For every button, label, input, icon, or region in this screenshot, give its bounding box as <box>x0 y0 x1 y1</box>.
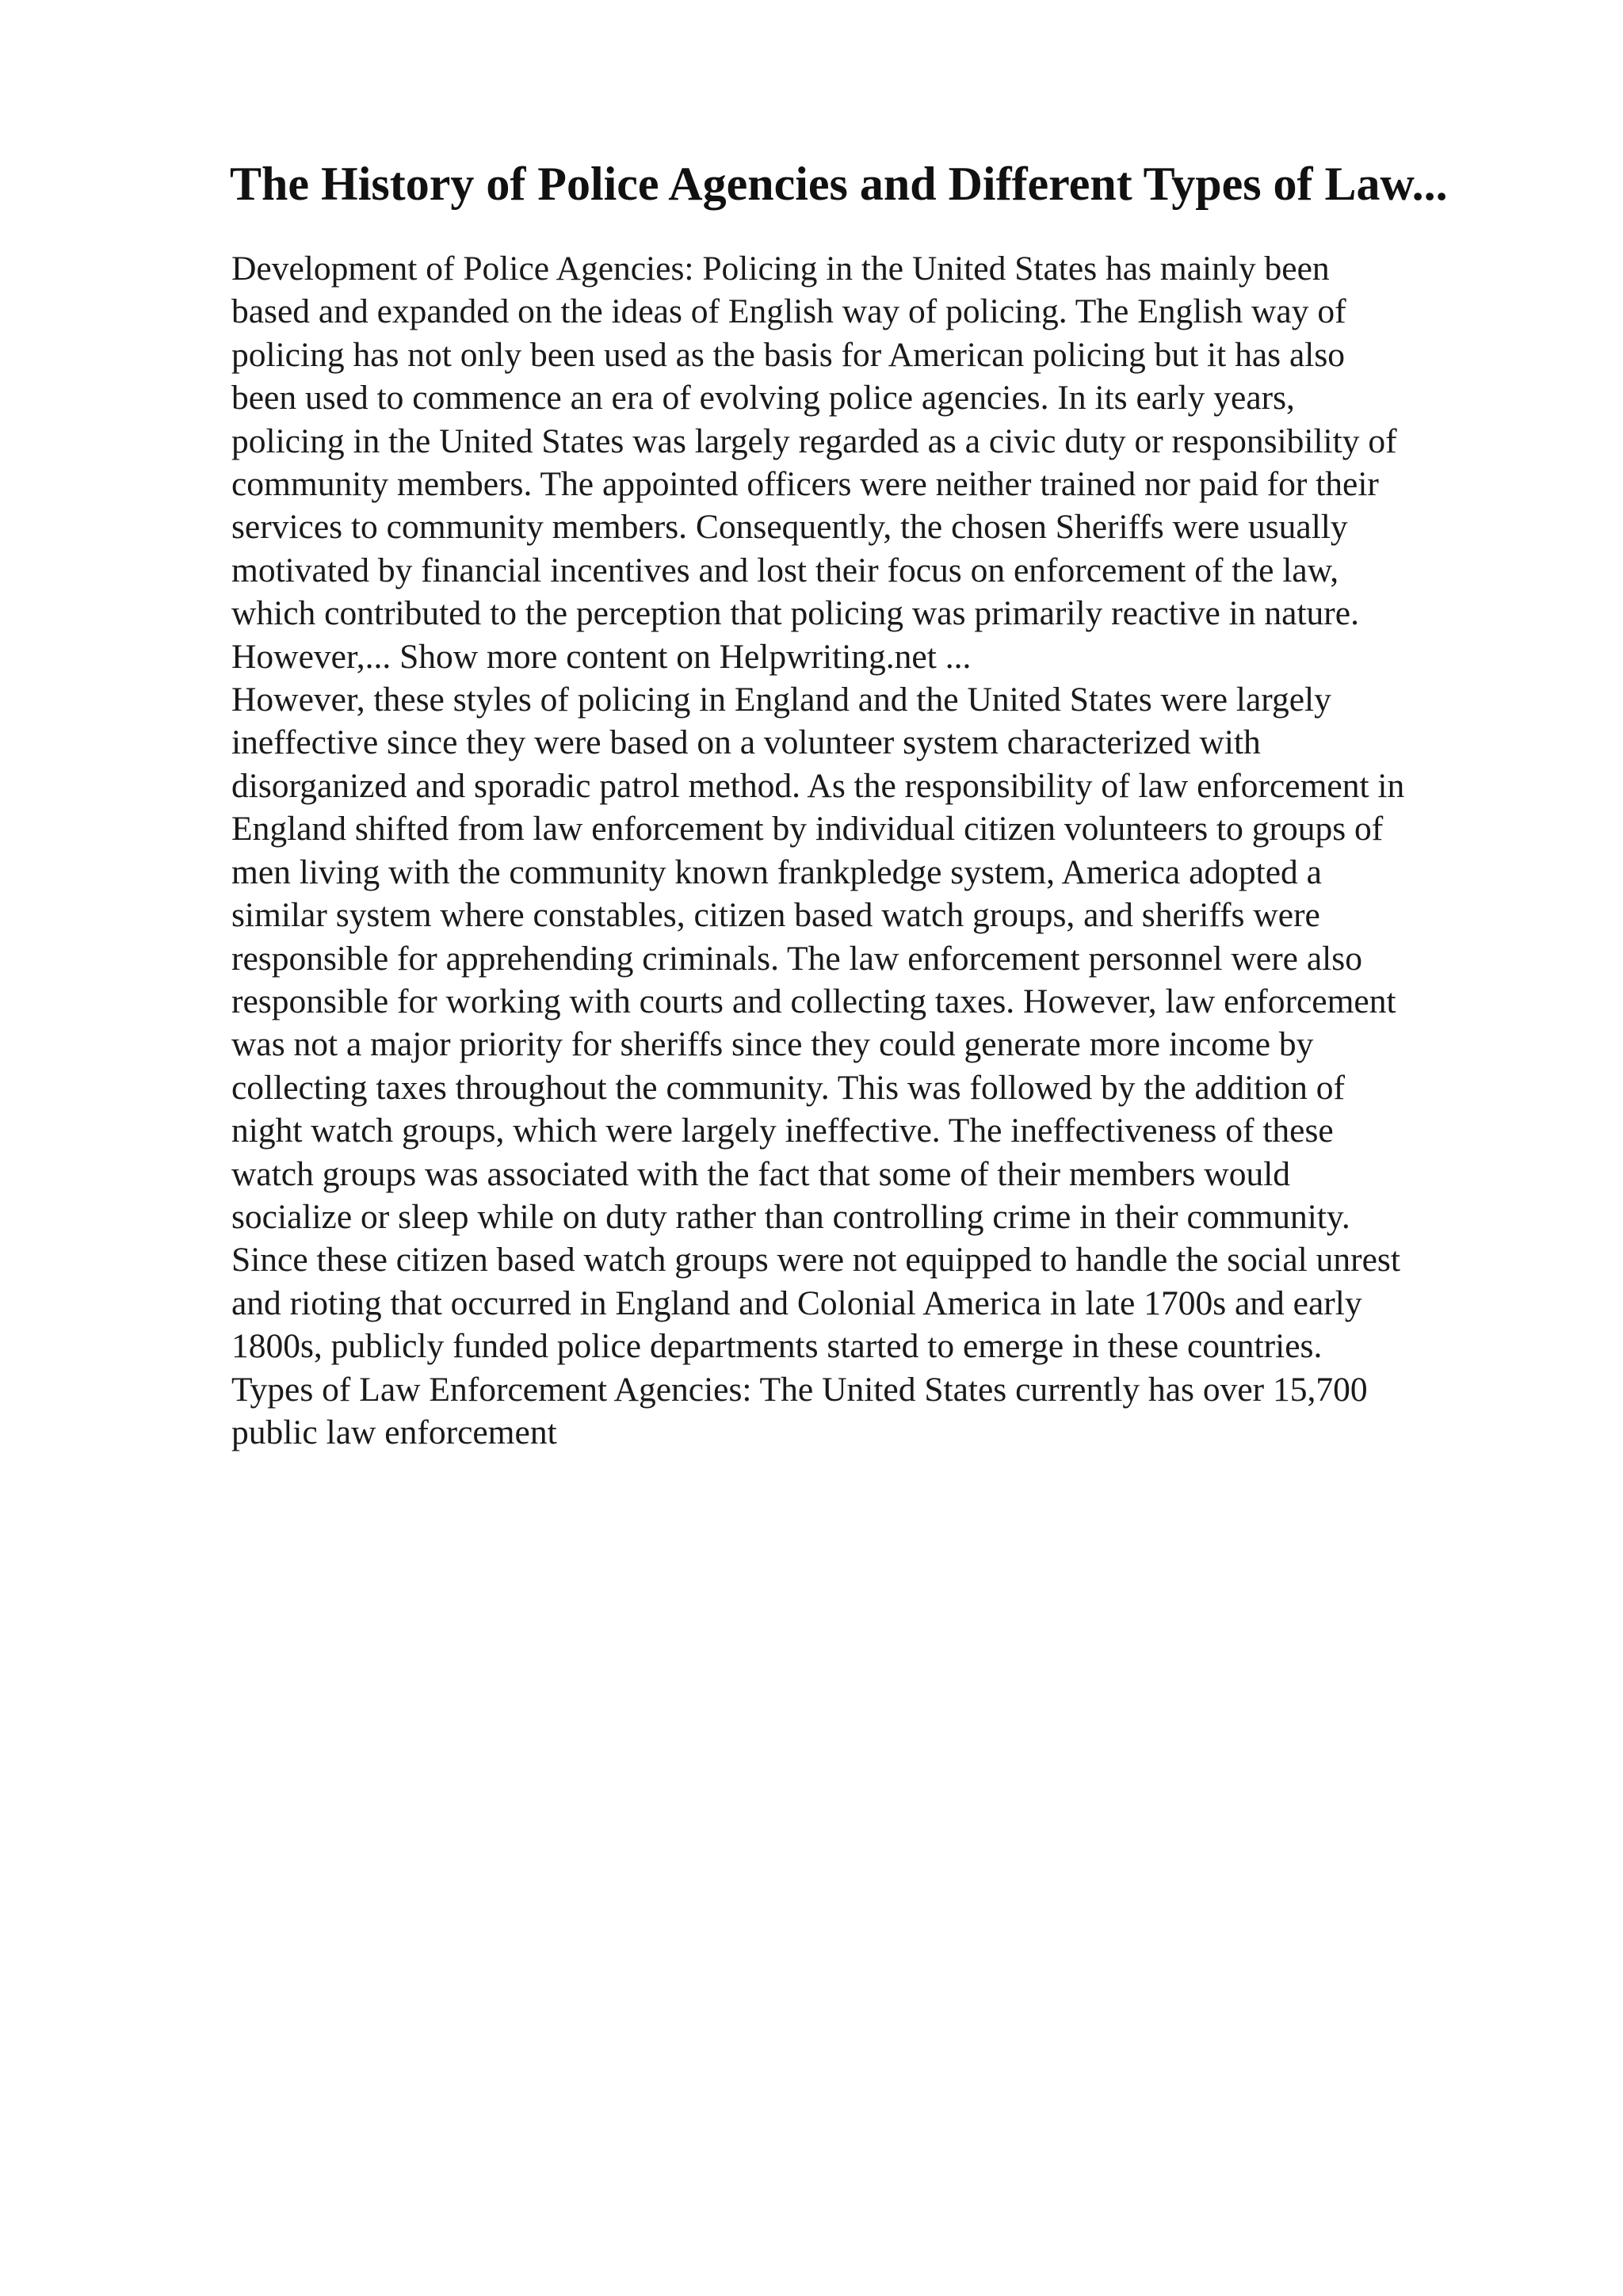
body-line: watch groups was associated with the fact that some of their members would <box>231 1154 1291 1193</box>
body-line: England shifted from law enforcement by individual citizen volunteers to groups of <box>231 810 1384 849</box>
body-line: socialize or sleep while on duty rather than controlling crime in their community. <box>231 1197 1350 1236</box>
body-line: been used to commence an era of evolving police agencies. In its early years, <box>231 379 1295 418</box>
body-line: community members. The appointed officers were neither trained nor paid for their <box>231 465 1379 504</box>
document-title: The History of Police Agencies and Different Types of Law... <box>230 158 1448 210</box>
body-line: men living with the community known frankpledge system, America adopted a <box>231 852 1322 891</box>
body-line: services to community members. Consequently, the chosen Sheriffs were usually <box>231 508 1348 547</box>
body-line: Types of Law Enforcement Agencies: The United States currently has over 15,700 <box>231 1370 1368 1409</box>
body-line: Since these citizen based watch groups were not equipped to handle the social unrest <box>231 1241 1400 1280</box>
body-line: night watch groups, which were largely ineffective. The ineffectiveness of these <box>231 1112 1334 1150</box>
body-line: policing has not only been used as the basis for American policing but it has also <box>231 335 1346 374</box>
body-line: responsible for working with courts and collecting taxes. However, law enforcement <box>231 982 1396 1020</box>
body-line: 1800s, publicly funded police departments started to emerge in these countries. <box>231 1327 1323 1366</box>
body-line: responsible for apprehending criminals. The law enforcement personnel were also <box>231 939 1362 978</box>
body-line: was not a major priority for sheriffs since they could generate more income by <box>231 1025 1314 1064</box>
body-line: collecting taxes throughout the community. This was followed by the addition of <box>231 1068 1346 1107</box>
body-line: public law enforcement <box>231 1413 557 1451</box>
document-body <box>231 247 1579 1454</box>
body-line: Development of Police Agencies: Policing in the United States has mainly been <box>231 250 1330 288</box>
body-line: ineffective since they were based on a volunteer system characterized with <box>231 723 1261 762</box>
body-line: and rioting that occurred in England and Colonial America in late 1700s and early <box>231 1283 1362 1322</box>
show-more-line: However,... Show more content on Helpwriting.net ... <box>231 637 972 676</box>
body-line: similar system where constables, citizen based watch groups, and sheriffs were <box>231 896 1320 935</box>
body-line: However, these styles of policing in England and the United States were largely <box>231 681 1331 719</box>
body-line: motivated by financial incentives and lost their focus on enforcement of the law, <box>231 551 1339 589</box>
body-line: disorganized and sporadic patrol method. As the responsibility of law enforcement in <box>231 766 1405 805</box>
body-line: policing in the United States was largely regarded as a civic duty or responsibility of <box>231 421 1397 460</box>
body-line: which contributed to the perception that policing was primarily reactive in nature. <box>231 594 1359 633</box>
body-line: based and expanded on the ideas of English way of policing. The English way of <box>231 292 1346 331</box>
